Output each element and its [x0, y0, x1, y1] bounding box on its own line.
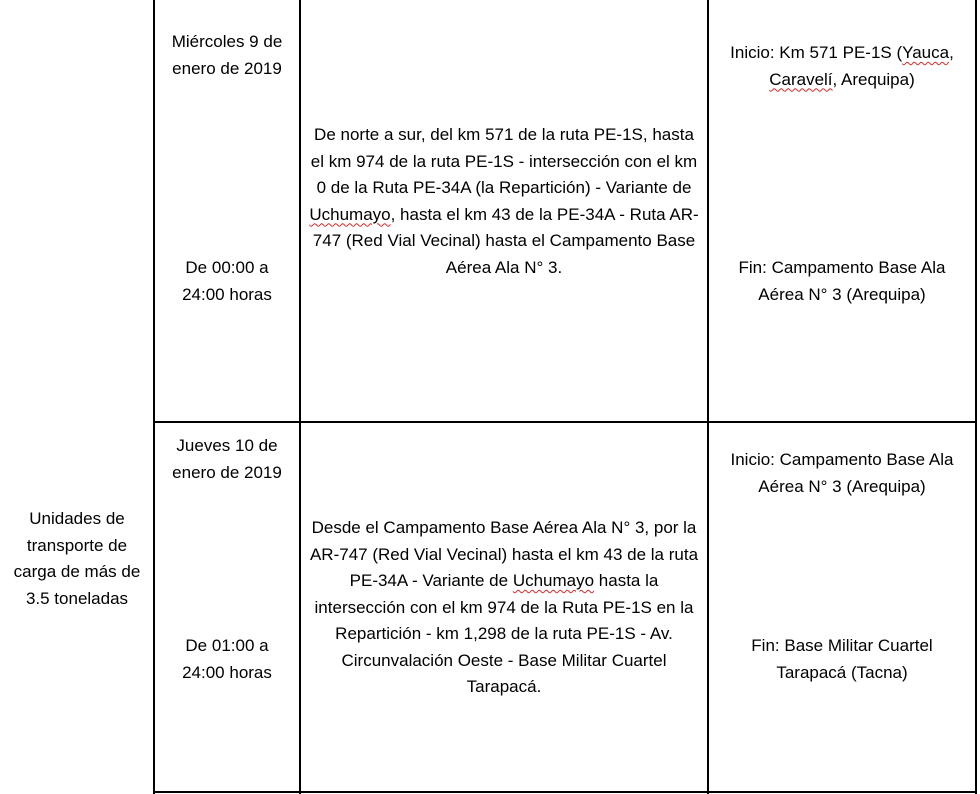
row-2-start: Inicio: Campamento Base Ala Aérea N° 3 (Arequipa): [730, 450, 954, 496]
row-2-end: Fin: Base Militar Cuartel Tarapacá (Tacna): [751, 636, 933, 682]
row-1-hours: De 00:00 a 24:00 horas: [182, 258, 272, 304]
route-text: hasta la intersección con el km 974 de la Ruta PE-1S en la Repartición - km 1,298 de la ruta PE-1S - Av. Circunvalación Oeste - Base Militar Cuartel Tarapacá.: [314, 571, 694, 696]
route-text: De norte a sur, del km 571 de la ruta PE-1S, hasta el km 974 de la ruta PE-1S - intersección con el km 0 de la Ruta PE-34A (la Repartición) - Variante de: [310, 125, 698, 197]
start-text: , Arequipa): [832, 69, 915, 89]
spellcheck-word: Uchumayo: [512, 571, 595, 590]
vehicle-type-cell: Unidades de transporte de carga de más de 3.5 toneladas: [13, 509, 141, 608]
row-1-date: Miércoles 9 de enero de 2019: [171, 32, 283, 78]
table-border: [153, 0, 155, 794]
start-text: Inicio: Km 571 PE-1S (: [730, 43, 903, 62]
table-border: [299, 0, 301, 794]
table-border: [707, 0, 709, 794]
start-text: ,: [949, 43, 954, 62]
row-1-start: [712, 40, 972, 93]
spellcheck-word: Uchumayo: [309, 204, 391, 224]
table-border: [153, 791, 977, 793]
row-1-route: [308, 122, 700, 281]
table-border: [153, 421, 977, 423]
row-2-date: Jueves 10 de enero de 2019: [172, 436, 282, 482]
row-2-hours: De 01:00 a 24:00 horas: [182, 636, 272, 682]
row-1-end: Fin: Campamento Base Ala Aérea N° 3 (Arequipa): [738, 258, 946, 304]
spellcheck-word: Yauca: [902, 43, 950, 62]
table-border: [975, 0, 977, 794]
row-2-route: [308, 515, 700, 701]
route-text: , hasta el km 43 de la PE-34A - Ruta AR-747 (Red Vial Vecinal) hasta el Campamento Base Aérea Ala N° 3.: [312, 204, 699, 277]
route-text: Desde el Campamento Base Aérea Ala N° 3, por la AR-747 (Red Vial Vecinal) hasta el km 43 de la ruta PE-34A - Variante de: [309, 518, 699, 590]
spellcheck-word: Caravelí: [769, 69, 833, 89]
